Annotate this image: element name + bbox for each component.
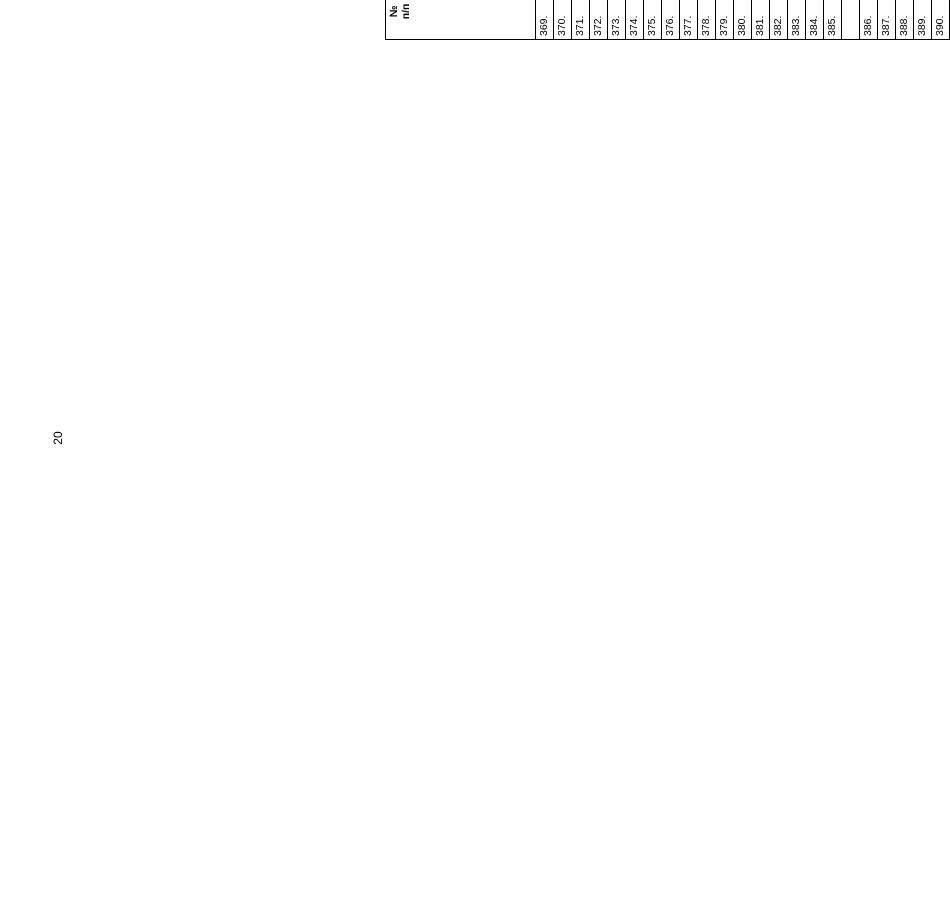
row-number: 374. bbox=[626, 0, 644, 40]
table-row bbox=[572, 0, 590, 40]
table-row bbox=[590, 0, 608, 40]
row-number: 380. bbox=[734, 0, 752, 40]
row-number: 381. bbox=[752, 0, 770, 40]
row-number: 390. bbox=[932, 0, 950, 40]
rotated-table-container bbox=[385, 0, 946, 40]
row-number: 372. bbox=[590, 0, 608, 40]
table-header-row bbox=[386, 0, 536, 40]
table-row bbox=[932, 0, 950, 40]
row-number: 389. bbox=[914, 0, 932, 40]
header-number: № п/п bbox=[386, 0, 536, 40]
row-number: 370. bbox=[554, 0, 572, 40]
table-row bbox=[698, 0, 716, 40]
row-number: 369. bbox=[536, 0, 554, 40]
table-row bbox=[626, 0, 644, 40]
row-number: 383. bbox=[788, 0, 806, 40]
table-row bbox=[806, 0, 824, 40]
row-number: 387. bbox=[878, 0, 896, 40]
row-number: 378. bbox=[698, 0, 716, 40]
table-row bbox=[896, 0, 914, 40]
row-number: 371. bbox=[572, 0, 590, 40]
table-row bbox=[824, 0, 842, 40]
row-number: 386. bbox=[860, 0, 878, 40]
row-number: 376. bbox=[662, 0, 680, 40]
row-number: 385. bbox=[824, 0, 842, 40]
table-row bbox=[554, 0, 572, 40]
table-row bbox=[680, 0, 698, 40]
row-number: 373. bbox=[608, 0, 626, 40]
page-number: 20 bbox=[51, 431, 65, 445]
table-row bbox=[752, 0, 770, 40]
row-number: 388. bbox=[896, 0, 914, 40]
district-empty-cell bbox=[842, 0, 860, 40]
table-row bbox=[860, 0, 878, 40]
table-row bbox=[662, 0, 680, 40]
row-number: 377. bbox=[680, 0, 698, 40]
table-row bbox=[788, 0, 806, 40]
table-row bbox=[770, 0, 788, 40]
budget-norms-table bbox=[385, 0, 950, 40]
table-row bbox=[734, 0, 752, 40]
row-number: 384. bbox=[806, 0, 824, 40]
row-number: 379. bbox=[716, 0, 734, 40]
table-row bbox=[878, 0, 896, 40]
district-header-row bbox=[842, 0, 860, 40]
table-row bbox=[644, 0, 662, 40]
row-number: 375. bbox=[644, 0, 662, 40]
table-row bbox=[536, 0, 554, 40]
table-row bbox=[608, 0, 626, 40]
table-row bbox=[914, 0, 932, 40]
table-row bbox=[716, 0, 734, 40]
row-number: 382. bbox=[770, 0, 788, 40]
